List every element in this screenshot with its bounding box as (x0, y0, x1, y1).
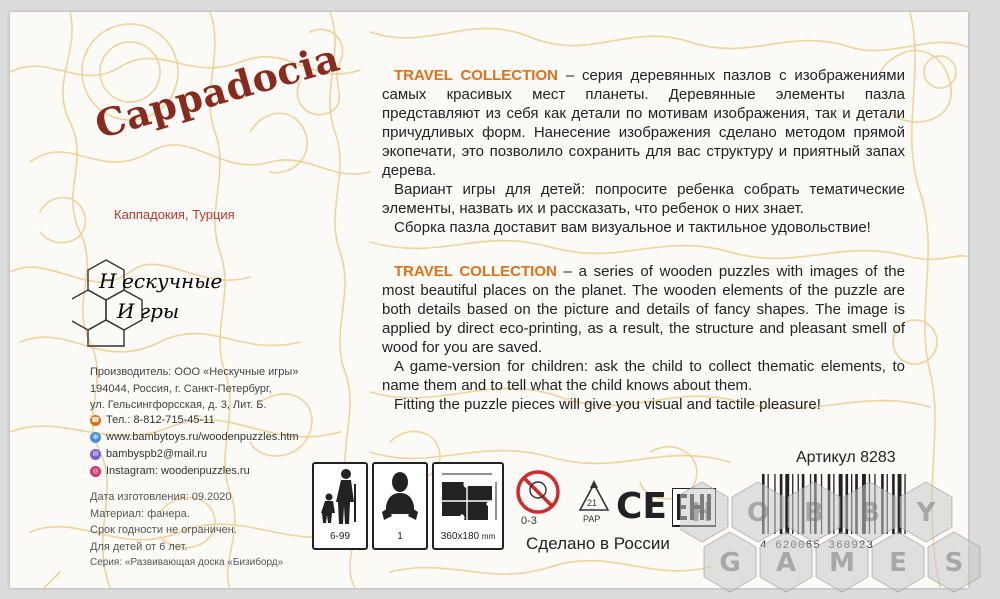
instagram-icon: ◎ (90, 466, 101, 477)
ce-mark-icon (616, 484, 670, 524)
ru-brand: TRAVEL COLLECTION (394, 67, 558, 84)
contact-email (90, 448, 207, 460)
watermark-letter: S (944, 548, 964, 578)
players-label: 1 (397, 531, 403, 542)
manufacturer-line: 194044, Россия, г. Санкт-Петербург, (90, 382, 272, 395)
mail-icon: ✉ (90, 449, 101, 460)
recycle-number: 21 (587, 498, 598, 508)
logo-word-1: ескучные (122, 269, 223, 293)
ru-p1-text: – серия деревянных пазлов с изображениями самых красивых мест планеты. Деревянные элементы пазла представляют из себя как детали по мотивам изображения, так и детали причудливых форм. Нанесение изображения сделано методом прямой экопечати, это позволило сохранить для вас структуру и приятный запах дерева. (382, 67, 905, 179)
recycle-icon (576, 480, 612, 536)
hobby-games-watermark (680, 478, 1000, 599)
made-in-russia: Сделано в России (526, 534, 670, 553)
ru-paragraph-1 (382, 66, 905, 180)
watermark-letter: A (775, 548, 797, 578)
contact-web (90, 431, 299, 443)
en-paragraph-2: A game-version for children: ask the child to collect thematic elements, to name them and to tell what the child knows about them. (382, 358, 905, 394)
description-en (382, 262, 905, 414)
phone-icon: ☎ (91, 416, 100, 424)
description-ru (382, 66, 905, 237)
contact-instagram (90, 465, 250, 477)
en-paragraph-3: Fitting the puzzle pieces will give you visual and tactile pleasure! (394, 396, 821, 413)
logo-letter-n: Н (99, 269, 117, 293)
manufacturer-line: ул. Гельсингфорсская, д. 3, Лит. Б. (90, 399, 267, 411)
contact-phone (90, 414, 215, 426)
age-range-label: 6-99 (329, 531, 350, 542)
info-line: Серия: «Развивающая доска «Бизиборд» (90, 557, 284, 568)
product-subtitle: Каппадокия, Турция (114, 207, 235, 222)
watermark-letter: B (860, 498, 880, 528)
info-line: Для детей от 6 лет. (90, 540, 188, 553)
watermark-letter: M (829, 548, 855, 578)
logo-word-2: гры (140, 299, 180, 323)
age-warning-text: 0-3 (521, 515, 537, 527)
web-icon: ⊕ (90, 432, 101, 443)
watermark-letter: Y (916, 498, 936, 528)
recycle-label: PAP (583, 514, 601, 524)
contact-phone-text: Тел.: 8-812-715-45-11 (106, 414, 215, 426)
contact-web-text: www.bambytoys.ru/woodenpuzzles.htm (106, 431, 299, 443)
product-info (90, 489, 330, 572)
manufacturer-info (90, 364, 350, 414)
product-title: Cappadocia (90, 34, 345, 148)
puzzle-size-icon (434, 464, 502, 528)
ru-paragraph-2: Вариант игры для детей: попросите ребенка собрать тематические элементы, назвать их и рассказать, что ребенок о них знает. (382, 181, 905, 217)
info-line: Срок годности не ограничен. (90, 524, 237, 536)
manufacturer-line: Производитель: ООО «Нескучные игры» (90, 366, 299, 378)
age-warning-icon (512, 468, 572, 528)
player-icon (374, 464, 426, 528)
watermark-letter: E (889, 548, 907, 578)
size-value: 360x180 (440, 531, 480, 542)
child-adult-icon (314, 464, 366, 528)
article-number: Артикул 8283 (796, 449, 896, 466)
info-line: Дата изготовления: 09.2020 (90, 491, 232, 503)
info-line: Материал: фанера. (90, 507, 190, 520)
watermark-letter: O (746, 498, 770, 528)
en-p1-text: – a series of wooden puzzles with images of the most beautiful places on the planet. The wooden elements of the puzzle are both details based on the picture and details of fancy shapes. The image is applied by direct eco-printing, as a result, the structure and pleasant smell of wood for you are saved. (382, 263, 905, 356)
publisher-logo (72, 258, 302, 348)
ru-paragraph-3: Сборка пазла доставит вам визуальное и тактильное удовольствие! (394, 219, 871, 236)
en-paragraph-1 (382, 262, 905, 357)
contact-email-text: bambyspb2@mail.ru (106, 448, 208, 460)
watermark-letter: H (691, 498, 713, 528)
logo-letter-i: И (117, 299, 135, 323)
watermark-letter: G (719, 548, 741, 578)
size-unit: mm (481, 532, 496, 541)
ce-mark-text: CE (616, 486, 668, 524)
en-brand: TRAVEL COLLECTION (394, 263, 557, 280)
contact-instagram-text: Instagram: woodenpuzzles.ru (106, 465, 250, 477)
size-label (432, 531, 504, 542)
watermark-letter: B (804, 498, 824, 528)
